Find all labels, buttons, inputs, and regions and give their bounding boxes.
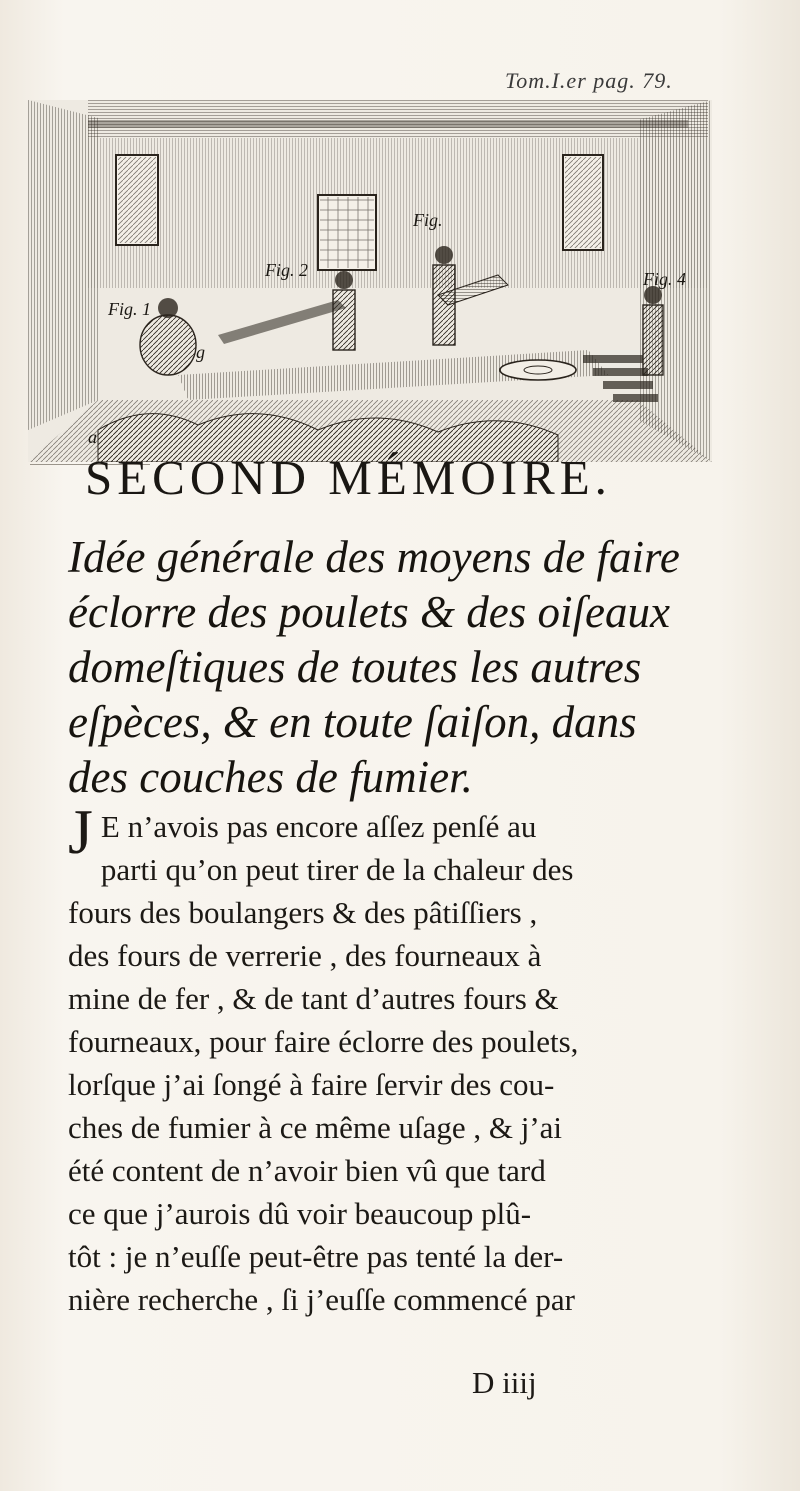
label-fig1: Fig. 1 bbox=[108, 299, 151, 319]
drop-cap: J bbox=[68, 796, 93, 867]
engraving-illustration bbox=[28, 100, 712, 462]
body-line: fourneaux, pour faire éclorre des poulets, bbox=[68, 1024, 579, 1059]
window-center bbox=[318, 195, 376, 270]
label-fig2: Fig. 2 bbox=[265, 260, 308, 280]
body-line: E n’avois pas encore aſſez penſé au bbox=[100, 809, 537, 844]
body-line: des fours de verrerie , des fourneaux à bbox=[68, 938, 542, 973]
memoire-heading: SECOND MÉMOIRE. bbox=[85, 450, 612, 505]
body-line: fours des boulangers & des pâtiſſiers , bbox=[68, 895, 538, 930]
body-line: tôt : je n’euſſe peut-être pas tenté la der- bbox=[68, 1239, 564, 1274]
label-a: a bbox=[88, 427, 97, 447]
memoire-subtitle bbox=[68, 530, 768, 805]
subtitle-line: domeſtiques de toutes les autres bbox=[68, 642, 642, 692]
subtitle-line: des couches de fumier. bbox=[68, 752, 473, 802]
label-fig3: Fig. bbox=[413, 210, 443, 230]
body-line: lorſque j’ai ſongé à faire ſervir des cou- bbox=[68, 1067, 555, 1102]
worker-figure-far-right bbox=[643, 286, 663, 375]
body-line: ches de fumier à ce même uſage , & j’ai bbox=[68, 1110, 563, 1145]
signature-mark: D iiij bbox=[472, 1365, 537, 1400]
label-g: g bbox=[196, 342, 205, 362]
body-line: mine de fer , & de tant d’autres fours & bbox=[68, 981, 559, 1016]
window-left bbox=[116, 155, 158, 245]
label-fig4: Fig. 4 bbox=[643, 269, 686, 289]
plate-caption: Tom.I.er pag. 79. bbox=[505, 68, 673, 93]
body-line: parti qu’on peut tirer de la chaleur des bbox=[100, 852, 574, 887]
subtitle-line: éclorre des poulets & des oiſeaux bbox=[68, 587, 670, 637]
subtitle-line: Idée générale des moyens de faire bbox=[68, 532, 680, 582]
body-line: ce que j’aurois dû voir beaucoup plû- bbox=[68, 1196, 532, 1231]
body-line: été content de n’avoir bien vû que tard bbox=[68, 1153, 546, 1188]
body-paragraph bbox=[68, 796, 758, 1321]
subtitle-line: eſpèces, & en toute ſaiſon, dans bbox=[68, 697, 637, 747]
window-right bbox=[563, 155, 603, 250]
body-line: nière recherche , ſi j’euſſe commencé par bbox=[68, 1282, 575, 1317]
